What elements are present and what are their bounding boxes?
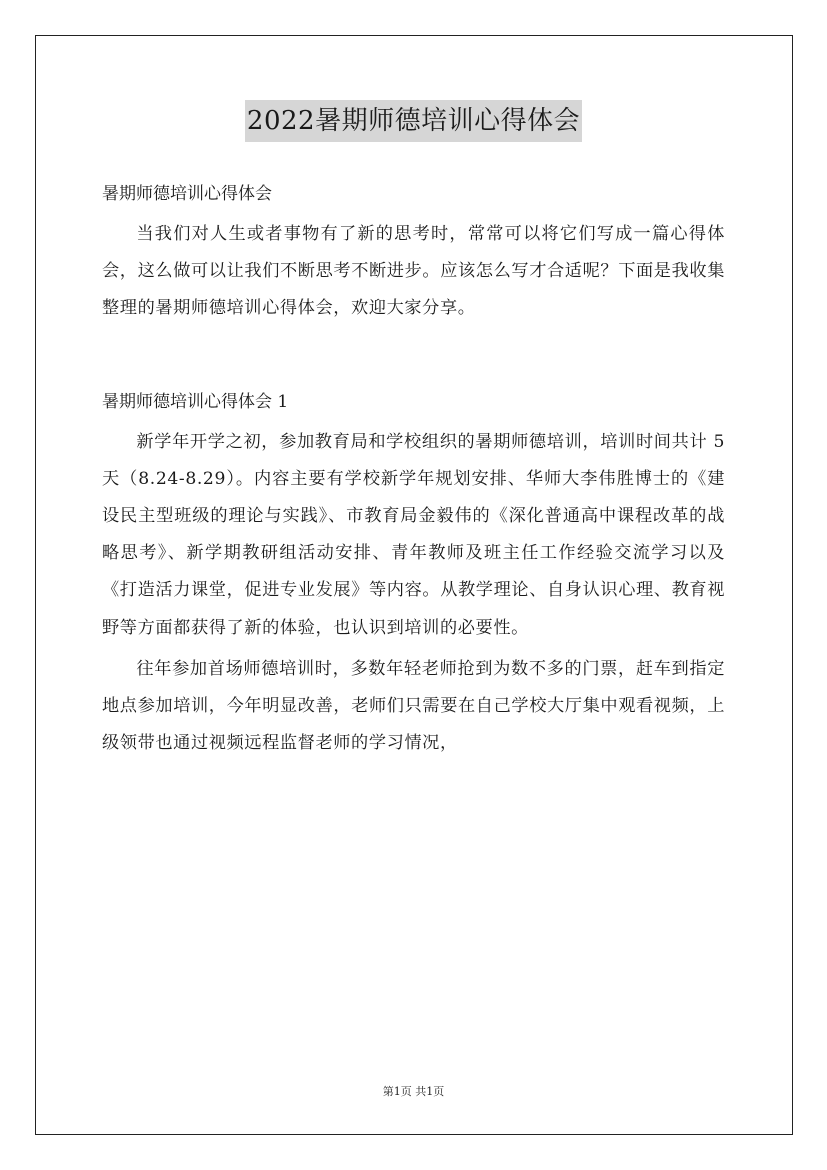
section-heading: 暑期师德培训心得体会 1 xyxy=(102,391,289,412)
document-body xyxy=(102,176,725,762)
document-title: 2022暑期师德培训心得体会 xyxy=(245,100,582,142)
title-container xyxy=(0,100,827,142)
section-paragraph-2: 往年参加首场师德培训时，多数年轻老师抢到为数不多的门票，赶车到指定地点参加培训，今年明显改善，老师们只需要在自己学校大厅集中观看视频，上级领带也通过视频远程监督老师的学习情况， xyxy=(102,658,725,754)
section-paragraph-1: 新学年开学之初，参加教育局和学校组织的暑期师德培训，培训时间共计 5 天（8.24-8.29）。内容主要有学校新学年规划安排、华师大李伟胜博士的《建设民主型班级的理论与实践》、市教育局金毅伟的《深化普通高中课程改革的战略思考》、新学期教研组活动安排、青年教师及班主任工作经验交流学习以及《打造活力课堂，促进专业发展》等内容。从教学理论、自身认识心理、教育视野等方面都获得了新的体验，也认识到培训的必要性。 xyxy=(102,431,725,638)
page-footer: 第1页 共1页 xyxy=(382,1085,445,1098)
subtitle: 暑期师德培训心得体会 xyxy=(102,184,272,204)
intro-paragraph: 当我们对人生或者事物有了新的思考时，常常可以将它们写成一篇心得体会，这么做可以让我们不断思考不断进步。应该怎么写才合适呢？下面是我收集整理的暑期师德培训心得体会，欢迎大家分享。 xyxy=(102,224,725,319)
